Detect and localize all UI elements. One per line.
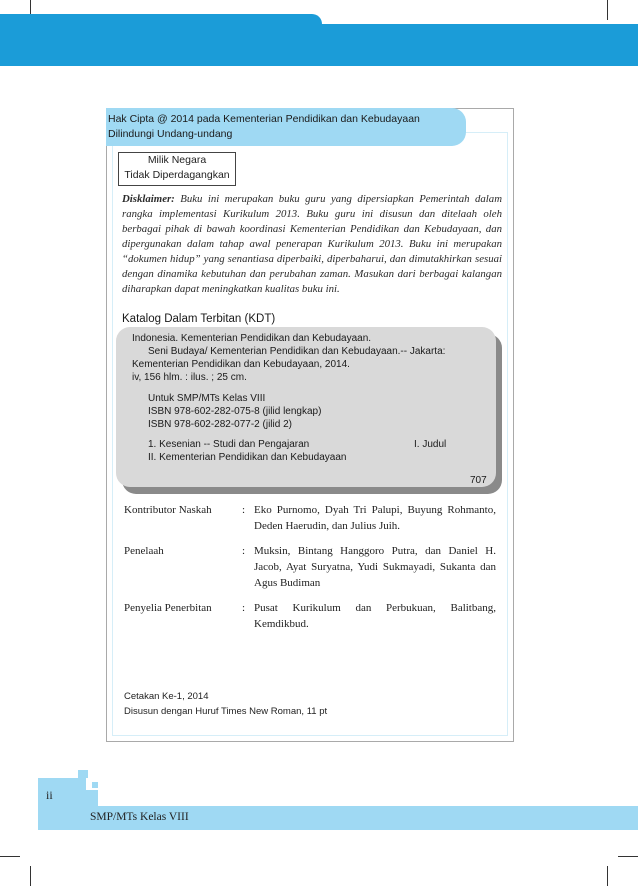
credit-colon: : xyxy=(242,602,246,614)
copyright-notice: Hak Cipta @ 2014 pada Kementerian Pendidikan dan Kebudayaan xyxy=(108,113,420,125)
credit-row xyxy=(124,502,496,534)
pixel-decor xyxy=(92,782,98,788)
credit-value: Pusat Kurikulum dan Perbukuan, Balitbang, Kemdikbud. xyxy=(254,602,496,630)
credit-value: Eko Purnomo, Dyah Tri Palupi, Buyung Rohmanto, Deden Haerudin, dan Julius Juih. xyxy=(254,504,496,532)
credit-label: Penyelia Penerbitan xyxy=(124,602,212,614)
protection-notice: Dilindungi Undang-undang xyxy=(108,128,233,140)
crop-mark xyxy=(0,856,20,857)
kdt-line: iv, 156 hlm. : ilus. ; 25 cm. xyxy=(132,372,247,383)
kdt-line: II. Kementerian Pendidikan dan Kebudayaan xyxy=(148,452,347,463)
kdt-line: Seni Budaya/ Kementerian Pendidikan dan Kebudayaan.-- Jakarta: xyxy=(148,346,446,357)
credit-row xyxy=(124,600,496,632)
page-number: ii xyxy=(46,788,53,802)
stamp-line: Tidak Diperdagangkan xyxy=(124,169,230,181)
credits-list xyxy=(124,502,496,641)
footer-title: SMP/MTs Kelas VIII xyxy=(90,811,189,823)
kdt-line: Untuk SMP/MTs Kelas VIII xyxy=(148,393,266,404)
credit-label: Kontributor Naskah xyxy=(124,504,212,516)
edition-note: Cetakan Ke-1, 2014 xyxy=(124,691,209,702)
disclaimer-paragraph xyxy=(122,192,502,297)
disclaimer-text: Buku ini merupakan buku guru yang dipersiapkan Pemerintah dalam rangka implementasi Kurikulum 2013. Buku guru ini disusun dan ditelaah oleh berbagai pihak di bawah koordinasi Kementerian Pendidikan dan Kebudayaan, dan dipergunakan dalam tahap awal penerapan Kurikulum 2013. Buku ini merupakan “dokumen hidup” yang senantiasa diperbaiki, diperbaharui, dan dimutakhirkan sesuai dengan dinamika kebutuhan dan perubahan zaman. Masukan dari berbagai kalangan diharapkan dapat meningkatkan kualitas buku ini. xyxy=(122,193,502,295)
pixel-decor xyxy=(86,790,98,806)
stamp-line: Milik Negara xyxy=(147,154,207,166)
credit-colon: : xyxy=(242,545,246,557)
credit-row xyxy=(124,543,496,591)
credit-colon: : xyxy=(242,504,246,516)
crop-mark xyxy=(607,866,608,886)
crop-mark xyxy=(30,866,31,886)
kdt-classification-number: 707 xyxy=(470,475,487,486)
kdt-title: Katalog Dalam Terbitan (KDT) xyxy=(122,313,276,325)
disclaimer-label: Disklaimer: xyxy=(122,193,175,205)
top-decor-band xyxy=(310,24,638,66)
credit-value: Muksin, Bintang Hanggoro Putra, dan Daniel H. Jacob, Ayat Suryatna, Yudi Sukmayadi, Sukanta dan Agus Budiman xyxy=(254,545,496,589)
kdt-line: Indonesia. Kementerian Pendidikan dan Kebudayaan. xyxy=(132,333,372,344)
top-decor-band xyxy=(0,14,322,66)
kdt-line: ISBN 978-602-282-075-8 (jilid lengkap) xyxy=(148,406,322,417)
crop-mark xyxy=(618,856,638,857)
crop-mark xyxy=(607,0,608,20)
font-note: Disusun dengan Huruf Times New Roman, 11 pt xyxy=(124,706,328,717)
pixel-decor xyxy=(38,778,86,830)
kdt-line: 1. Kesenian -- Studi dan Pengajaran xyxy=(148,439,310,450)
kdt-line: ISBN 978-602-282-077-2 (jilid 2) xyxy=(148,419,292,430)
ownership-stamp xyxy=(118,152,236,186)
kdt-line: I. Judul xyxy=(414,439,447,450)
kdt-line: Kementerian Pendidikan dan Kebudayaan, 2014. xyxy=(132,359,350,370)
pixel-decor xyxy=(78,770,88,778)
credit-label: Penelaah xyxy=(124,545,164,557)
